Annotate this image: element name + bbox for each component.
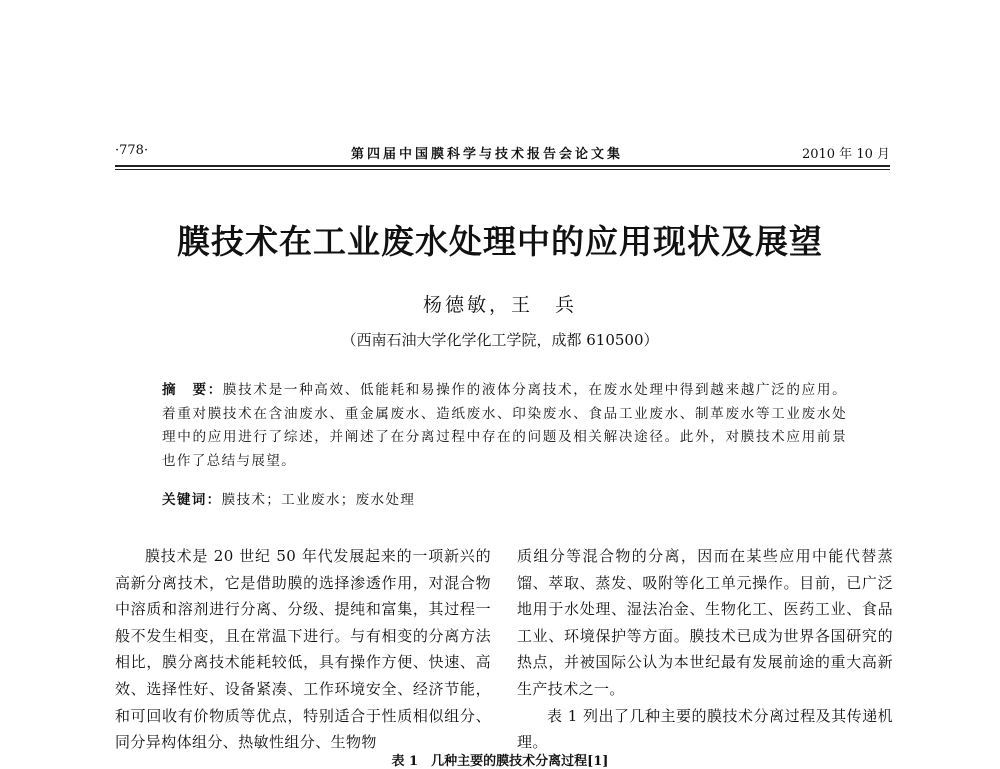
author-affiliation: （西南石油大学化学化工学院，成都 610500） [341, 331, 659, 349]
article-title: 膜技术在工业废水处理中的应用现状及展望 [177, 222, 823, 261]
body-column-right [517, 543, 893, 756]
journal-title: 第四届中国膜科学与技术报告会论文集 [351, 147, 624, 162]
keywords [162, 488, 847, 508]
abstract-text: 膜技术是一种高效、低能耗和易操作的液体分离技术，在废水处理中得到越来越广泛的应用。着重对膜技术在含油废水、重金属废水、造纸废水、印染废水、食品工业废水、制革废水等工业废水处理中的应用进行了综述，并阐述了在分离过程中存在的问题及相关解决途径。此外，对膜技术应用前景也作了总结与展望。 [162, 382, 847, 469]
keywords-text: 膜技术；工业废水；废水处理 [221, 492, 416, 508]
body-paragraph: 膜技术是 20 世纪 50 年代发展起来的一项新兴的高新分离技术，它是借助膜的选择渗透作用，对混合物中溶质和溶剂进行分离、分级、提纯和富集，其过程一般不发生相变，且在常温下进行。与有相变的分离方法相比，膜分离技术能耗较低，具有操作方便、快速、高效、选择性好、设备紧凑、工作环境安全、经济节能，和可回收有价物质等优点，特别适合于性质相似组分、同分异构体组分、热敏性组分、生物物 [115, 547, 491, 752]
abstract [162, 379, 847, 473]
table-caption: 表 1 几种主要的膜技术分离过程[1] [391, 754, 609, 769]
keywords-label: 关键词： [162, 492, 222, 508]
abstract-label: 摘 要： [162, 382, 223, 398]
body-column-left [115, 543, 491, 756]
author-list: 杨德敏，王 兵 [422, 294, 577, 316]
page-number: ·778· [115, 143, 149, 158]
header-rule-thin [115, 169, 890, 170]
header-rule-thick [115, 165, 890, 167]
body-paragraph: 表 1 列出了几种主要的膜技术分离过程及其传递机理。 [517, 706, 893, 752]
running-header [115, 143, 890, 163]
issue-date: 2010 年 10 月 [801, 147, 890, 162]
body-paragraph-continued: 质组分等混合物的分离，因而在某些应用中能代替蒸馏、萃取、蒸发、吸附等化工单元操作。目前，已广泛地用于水处理、湿法冶金、生物化工、医药工业、食品工业、环境保护等方面。膜技术已成为世界各国研究的热点，并被国际公认为本世纪最有发展前途的重大高新生产技术之一。 [517, 547, 893, 698]
